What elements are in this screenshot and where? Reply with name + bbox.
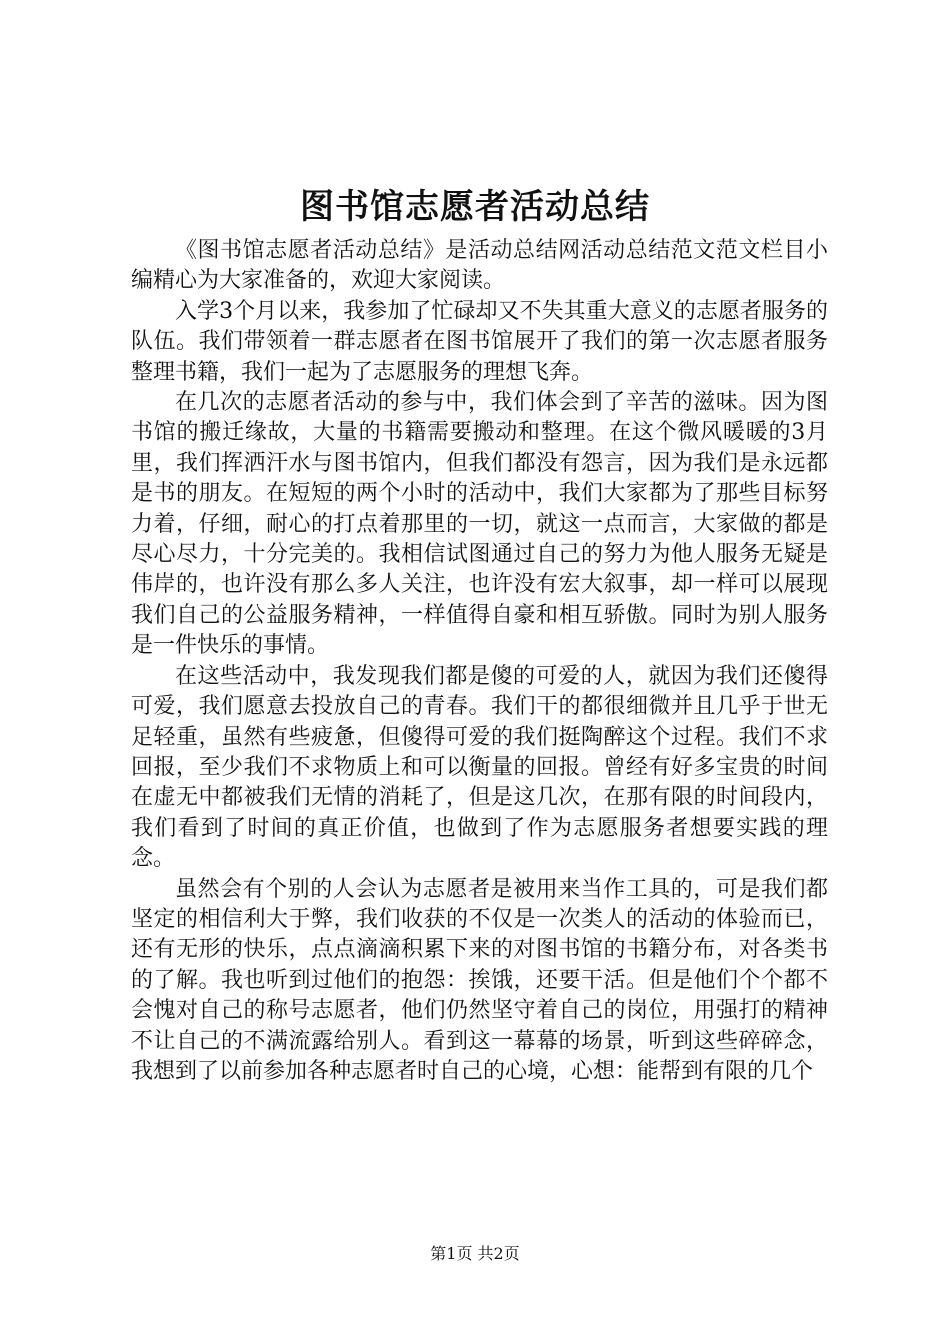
paragraph-intro: 《图书馆志愿者活动总结》是活动总结网活动总结范文范文栏目小编精心为大家准备的，欢迎大家阅读。 xyxy=(131,238,828,294)
document-title: 图书馆志愿者活动总结 xyxy=(300,187,650,227)
paragraph-hardship: 在几次的志愿者活动的参与中，我们体会到了辛苦的滋味。因为图书馆的搬迁缘故，大量的书籍需要搬动和整理。在这个微风暖暖的3月里，我们挥洒汗水与图书馆内，但我们都没有怨言，因为我们是永远都是书的朋友。在短短的两个小时的活动中，我们大家都为了那些目标努力着，仔细，耐心的打点着那里的一切，就这一点而言，大家做的都是尽心尽力，十分完美的。我相信试图通过自己的努力为他人服务无疑是伟岸的，也许没有那么多人关注，也许没有宏大叙事，却一样可以展现我们自己的公益服务精神，一样值得自豪和相互骄傲。同时为别人服务是一件快乐的事情。 xyxy=(131,390,828,659)
paragraph-joining: 入学3个月以来，我参加了忙碌却又不失其重大意义的志愿者服务的队伍。我们带领着一群志愿者在图书馆展开了我们的第一次志愿者服务整理书籍，我们一起为了志愿服务的理想飞奔。 xyxy=(131,298,828,385)
document-body xyxy=(131,236,828,1087)
page-number-footer: 第1页 共2页 xyxy=(430,1244,520,1263)
paragraph-gains: 虽然会有个别的人会认为志愿者是被用来当作工具的，可是我们都坚定的相信利大于弊，我们收获的不仅是一次类人的活动的体验而已，还有无形的快乐，点点滴滴积累下来的对图书馆的书籍分布，对各类书的了解。我也听到过他们的抱怨：挨饿，还要干活。但是他们个个都不会愧对自己的称号志愿者，他们仍然坚守着自己的岗位，用强打的精神不让自己的不满流露给别人。看到这一幕幕的场景，听到这些碎碎念，我想到了以前参加各种志愿者时自己的心境，心想：能帮到有限的几个 xyxy=(131,876,828,1084)
paragraph-reflection: 在这些活动中，我发现我们都是傻的可爱的人，就因为我们还傻得可爱，我们愿意去投放自己的青春。我们干的都很细微并且几乎于世无足轻重，虽然有些疲惫，但傻得可爱的我们挺陶醉这个过程。我们不求回报，至少我们不求物质上和可以衡量的回报。曾经有好多宝贵的时间在虚无中都被我们无情的消耗了，但是这几次，在那有限的时间段内，我们看到了时间的真正价值，也做到了作为志愿服务者想要实践的理念。 xyxy=(131,663,828,872)
